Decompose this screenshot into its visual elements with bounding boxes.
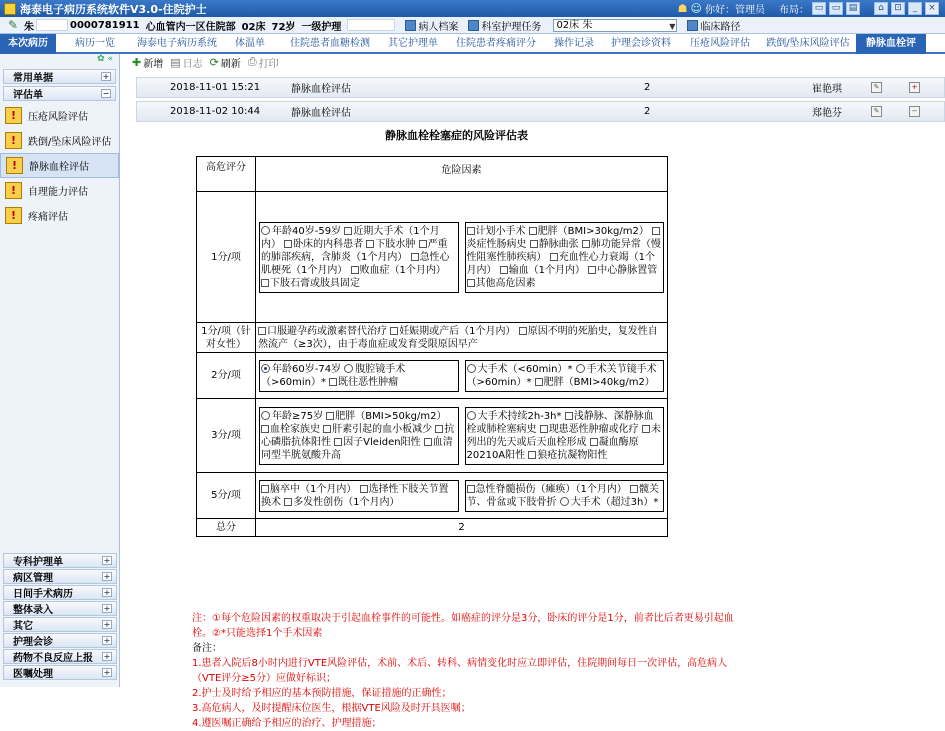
edit-icon[interactable]: ✎ bbox=[871, 82, 882, 93]
sidebar-group-orders[interactable]: 医嘱处理 + bbox=[3, 665, 117, 680]
factor-checkbox[interactable] bbox=[351, 265, 446, 276]
factor-radio[interactable] bbox=[261, 411, 323, 422]
radio-button[interactable] bbox=[261, 226, 270, 235]
warning-icon: ! bbox=[5, 182, 22, 199]
checkbox[interactable] bbox=[326, 412, 334, 420]
checkbox[interactable] bbox=[550, 253, 558, 261]
task-icon bbox=[468, 20, 479, 31]
row-label: 1分/项 bbox=[197, 192, 256, 323]
factor-checkbox[interactable] bbox=[261, 424, 320, 435]
sidebar-bottom-groups bbox=[0, 552, 120, 681]
factor-label: 抗心磷脂抗体阳性 bbox=[261, 423, 455, 448]
factor-checkbox[interactable] bbox=[528, 450, 607, 461]
refresh-button[interactable]: ⟳ 刷新 bbox=[209, 55, 241, 70]
factor-label: 大手术（<60min）* bbox=[477, 363, 573, 375]
sidebar-item-pain[interactable]: ! 疼痛评估 bbox=[0, 203, 119, 228]
note-item: 3.高危病人，及时提醒床位医生，根据VTE风险及时开具医嘱； bbox=[192, 703, 471, 714]
note-heading: 备注： bbox=[192, 643, 222, 654]
factor-label: 未列出的先天或后天血栓形成 bbox=[466, 423, 661, 448]
factor-checkbox[interactable] bbox=[529, 226, 649, 237]
tab-pain-score[interactable]: 住院患者疼痛评分 bbox=[456, 38, 536, 49]
total-label: 总分 bbox=[197, 519, 256, 537]
factor-checkbox[interactable] bbox=[329, 377, 398, 388]
warning-icon: ! bbox=[5, 107, 22, 124]
factor-checkbox[interactable] bbox=[366, 239, 415, 250]
tab-other-care[interactable]: 其它护理单 bbox=[388, 38, 438, 49]
users-icon[interactable]: ☗ bbox=[677, 2, 688, 15]
tab-pressure-ulcer[interactable]: 压疮风险评估 bbox=[690, 38, 750, 49]
risk-table bbox=[196, 156, 668, 537]
factor-label: 败血症（1个月内） bbox=[359, 264, 446, 276]
minimize-button[interactable]: _ bbox=[908, 2, 922, 15]
record-score: 2 bbox=[644, 82, 651, 93]
factor-label: 严重的肺部疾病，含肺炎（1个月内） bbox=[261, 238, 448, 263]
printer-icon: ⎙ bbox=[247, 55, 257, 68]
checkbox[interactable] bbox=[652, 227, 660, 235]
factor-label: 大手术持续2h-3h* bbox=[477, 410, 562, 422]
plus-icon: ✚ bbox=[132, 55, 142, 69]
header-factor: 危险因素 bbox=[256, 157, 668, 192]
record-name: 静脉血栓评估 bbox=[291, 108, 351, 119]
patient-name-mask bbox=[36, 19, 68, 31]
tab-vte[interactable]: 静脉血栓评 bbox=[856, 34, 926, 54]
sidebar-group-other[interactable]: 其它 + bbox=[3, 617, 117, 632]
record-score: 2 bbox=[644, 106, 651, 117]
checkbox[interactable] bbox=[419, 240, 427, 248]
factor-checkbox[interactable] bbox=[540, 424, 639, 435]
radio-button[interactable] bbox=[261, 411, 270, 420]
patient-record-button[interactable]: 病人档案 bbox=[405, 18, 458, 33]
folder-icon bbox=[405, 20, 416, 31]
care-level: 一级护理 bbox=[301, 21, 342, 33]
title-bar bbox=[0, 0, 945, 17]
document-icon: ▤ bbox=[170, 55, 181, 69]
tab-temperature[interactable]: 体温单 bbox=[235, 38, 265, 49]
radio-button[interactable] bbox=[467, 364, 476, 373]
checkbox[interactable] bbox=[435, 425, 443, 433]
sidebar-item-vte[interactable]: ! 静脉血栓评估 bbox=[0, 153, 119, 178]
factor-label: 肥胖（BMI>40kg/m2） bbox=[543, 376, 655, 388]
sidebar-group-common[interactable]: 常用单据 + bbox=[3, 69, 116, 84]
factor-radio[interactable] bbox=[261, 364, 341, 375]
checkbox[interactable] bbox=[519, 327, 527, 335]
user-greeting: 你好：管理员 bbox=[705, 5, 765, 16]
factor-label: 中心静脉置管 bbox=[597, 264, 658, 276]
edit-icon[interactable]: ✎ bbox=[871, 106, 882, 117]
checkbox[interactable] bbox=[540, 425, 548, 433]
factor-checkbox[interactable] bbox=[588, 265, 657, 276]
factor-radio[interactable] bbox=[467, 364, 573, 375]
factor-label: 年龄60岁-74岁 bbox=[272, 363, 342, 375]
sidebar bbox=[0, 54, 120, 687]
sidebar-item-pressure[interactable]: ! 压疮风险评估 bbox=[0, 103, 119, 128]
factor-label: 妊娠期或产后（1个月内） bbox=[399, 325, 516, 337]
warning-icon: ! bbox=[5, 132, 22, 149]
checkbox[interactable] bbox=[334, 438, 342, 446]
checkbox[interactable] bbox=[390, 327, 398, 335]
radio-button[interactable] bbox=[467, 411, 476, 420]
checkbox[interactable] bbox=[258, 327, 266, 335]
chevron-down-icon: ▼ bbox=[669, 21, 676, 31]
factor-checkbox[interactable] bbox=[326, 411, 446, 422]
factor-radio[interactable] bbox=[467, 411, 562, 422]
factor-radio[interactable] bbox=[261, 226, 341, 237]
record-datetime: 2018-11-01 15:21 bbox=[170, 82, 261, 93]
factor-label: 炎症性肠病史 bbox=[466, 238, 527, 250]
log-button[interactable]: ▤ 日志 bbox=[170, 55, 203, 70]
expand-icon[interactable]: + bbox=[103, 652, 111, 661]
sidebar-group-specialty[interactable]: 专科护理单 + bbox=[3, 553, 117, 568]
factor-checkbox[interactable] bbox=[390, 326, 515, 337]
tab-fall-risk[interactable]: 跌倒/坠床风险评估 bbox=[766, 38, 850, 49]
expand-icon[interactable]: + bbox=[102, 72, 110, 81]
tab-operation-log[interactable]: 操作记录 bbox=[554, 38, 594, 49]
note-item: 4.遵医嘱正确给予相应的治疗、护理措施； bbox=[192, 718, 382, 729]
tab-emr-system[interactable]: 海泰电子病历系统 bbox=[137, 38, 217, 49]
form-title: 静脉血栓栓塞症的风险评估表 bbox=[385, 129, 528, 142]
expand-icon[interactable]: + bbox=[103, 588, 111, 597]
factor-label: 狼疮抗凝物阳性 bbox=[537, 449, 608, 461]
factor-label: 静脉曲张 bbox=[538, 238, 579, 250]
row-label: 2分/项 bbox=[197, 353, 256, 399]
tab-consult[interactable]: 护理会诊资料 bbox=[611, 38, 671, 49]
sidebar-group-assess[interactable]: 评估单 − bbox=[3, 86, 116, 101]
user-avatar-icon: ☺ bbox=[690, 2, 702, 15]
radio-button[interactable] bbox=[560, 497, 569, 506]
checkbox[interactable] bbox=[467, 227, 475, 235]
checkbox[interactable] bbox=[467, 279, 475, 287]
factor-checkbox[interactable] bbox=[535, 377, 655, 388]
checkbox[interactable] bbox=[329, 378, 337, 386]
factor-label: 血清同型半胱氨酸升高 bbox=[261, 436, 453, 461]
factor-label: 肺功能异常（慢性阻塞性肺疾病） bbox=[466, 238, 661, 263]
patient-bar bbox=[0, 17, 945, 34]
dept-tasks-button[interactable]: 科室护理任务 bbox=[468, 18, 541, 33]
collapse-icon[interactable]: − bbox=[102, 89, 110, 98]
app-logo-icon bbox=[4, 3, 16, 15]
factor-label: 脑卒中（1个月内） bbox=[270, 483, 357, 495]
checkbox[interactable] bbox=[261, 485, 269, 493]
factor-label: 因子Vleiden阳性 bbox=[343, 436, 421, 448]
record-nurse: 崔艳琪 bbox=[812, 84, 842, 95]
factor-label: 肥胖（BMI>50kg/m2） bbox=[335, 410, 447, 422]
record-row[interactable] bbox=[136, 77, 945, 98]
expand-icon[interactable]: + bbox=[103, 668, 111, 677]
settings-icon[interactable]: ✿ bbox=[97, 54, 105, 64]
factor-label: 急性脊髓损伤（瘫痪）（1个月内） bbox=[475, 483, 627, 495]
factor-label: 充血性心力衰竭（1个月内） bbox=[466, 251, 656, 276]
factor-label: 手术关节镜手术（>60min）* bbox=[466, 363, 657, 388]
checkbox[interactable] bbox=[424, 438, 432, 446]
factor-checkbox[interactable] bbox=[467, 278, 536, 289]
checkbox[interactable] bbox=[284, 498, 292, 506]
factor-checkbox[interactable] bbox=[261, 484, 356, 495]
warning-icon: ! bbox=[5, 207, 22, 224]
sidebar-item-selfcare[interactable]: ! 自理能力评估 bbox=[0, 178, 119, 203]
radio-button[interactable] bbox=[576, 364, 585, 373]
checkbox[interactable] bbox=[351, 266, 359, 274]
record-name: 静脉血栓评估 bbox=[291, 84, 351, 95]
factor-checkbox[interactable] bbox=[258, 326, 387, 337]
checkbox[interactable] bbox=[344, 227, 352, 235]
patient-name: 朱 bbox=[24, 21, 34, 33]
sidebar-group-ward[interactable]: 病区管理 + bbox=[3, 569, 117, 584]
total-score: 2 bbox=[256, 519, 668, 537]
close-button[interactable]: × bbox=[925, 2, 939, 15]
factor-label: 年龄40岁-59岁 bbox=[272, 225, 342, 237]
home-button[interactable]: ⌂ bbox=[874, 2, 888, 15]
layout-3-button[interactable]: ▤ bbox=[846, 2, 860, 15]
patient-id: 0000781911 bbox=[70, 19, 140, 31]
row-label: 3分/项 bbox=[197, 399, 256, 473]
note-weight: 注：①每个危险因素的权重取决于引起血栓事件的可能性。如癌症的评分是3分，卧床的评分是1分，前者比后者更易引起血栓。②*只能选择1个手术因素 bbox=[192, 613, 734, 639]
patient-dept: 心血管内一区住院部 bbox=[145, 21, 236, 33]
checkbox[interactable] bbox=[323, 425, 331, 433]
expand-icon[interactable]: + bbox=[103, 620, 111, 629]
checkbox[interactable] bbox=[528, 451, 536, 459]
warning-icon: ! bbox=[6, 157, 23, 174]
factor-label: 其他高危因素 bbox=[475, 277, 536, 289]
print-button[interactable]: ⎙ 打印 bbox=[247, 55, 279, 70]
checkbox[interactable] bbox=[284, 240, 292, 248]
record-datetime: 2018-11-02 10:44 bbox=[170, 106, 261, 117]
sidebar-group-batch[interactable]: 整体录入 + bbox=[3, 601, 117, 616]
factor-label: 下肢水肿 bbox=[375, 238, 416, 250]
checkbox[interactable] bbox=[467, 485, 475, 493]
factor-checkbox[interactable] bbox=[261, 278, 360, 289]
info-mask bbox=[347, 19, 395, 31]
radio-button[interactable] bbox=[344, 364, 353, 373]
radio-button[interactable] bbox=[261, 364, 270, 373]
notes-section bbox=[192, 611, 752, 731]
checkbox[interactable] bbox=[582, 240, 590, 248]
sidebar-group-consult[interactable]: 护理会诊 + bbox=[3, 633, 117, 648]
header-score: 高危评分 bbox=[197, 157, 256, 192]
expand-icon[interactable]: + bbox=[103, 572, 111, 581]
tab-record-list[interactable]: 病历一览 bbox=[75, 38, 115, 49]
factor-label: 下肢石膏或肢具固定 bbox=[270, 277, 360, 289]
checkbox[interactable] bbox=[261, 425, 269, 433]
row-label: 1分/项（针对女性） bbox=[197, 323, 256, 353]
checkbox[interactable] bbox=[366, 240, 374, 248]
lock-button[interactable]: ⊡ bbox=[891, 2, 905, 15]
collapse-icon[interactable]: « bbox=[107, 54, 113, 64]
clinical-pathway-button[interactable]: 临床路径 bbox=[687, 18, 740, 33]
factor-label: 计划小手术 bbox=[475, 225, 526, 237]
pin-icon: ✎ bbox=[8, 17, 19, 32]
factor-checkbox[interactable] bbox=[284, 497, 399, 508]
factor-label: 腹腔镜手术（>60min）* bbox=[261, 363, 406, 388]
factor-label: 现患恶性肿瘤或化疗 bbox=[548, 423, 639, 435]
expand-icon[interactable]: + bbox=[909, 82, 920, 93]
row-label: 5分/项 bbox=[197, 473, 256, 519]
factor-label: 大手术（超过3h）* bbox=[570, 496, 659, 508]
sidebar-group-daysurgery[interactable]: 日间手术病历 + bbox=[3, 585, 117, 600]
factor-label: 近期大手术（1个月内） bbox=[261, 225, 440, 250]
layout-2-button[interactable]: ▭ bbox=[829, 2, 843, 15]
factor-label: 髋关节、骨盆或下肢骨折 bbox=[466, 483, 660, 508]
factor-label: 选择性下肢关节置换术 bbox=[261, 483, 449, 508]
factor-label: 浅静脉、深静脉血栓或肺栓塞病史 bbox=[466, 410, 654, 435]
checkbox[interactable] bbox=[642, 425, 650, 433]
factor-checkbox[interactable] bbox=[284, 239, 363, 250]
note-item: 2.护士及时给予相应的基本预防措施，保证措施的正确性； bbox=[192, 688, 452, 699]
pathway-icon bbox=[687, 20, 698, 31]
layout-label: 布局： bbox=[779, 5, 809, 16]
patient-bed: 02床 bbox=[241, 21, 266, 33]
expand-icon[interactable]: + bbox=[103, 604, 111, 613]
factor-label: 年龄≥75岁 bbox=[272, 410, 324, 422]
factor-label: 卧床的内科患者 bbox=[293, 238, 364, 250]
checkbox[interactable] bbox=[411, 253, 419, 261]
content-toolbar bbox=[132, 54, 945, 70]
checkbox[interactable] bbox=[530, 240, 538, 248]
checkbox[interactable] bbox=[590, 438, 598, 446]
factor-label: 急性心肌梗死（1个月内） bbox=[261, 251, 450, 276]
factor-label: 输血（1个月内） bbox=[508, 264, 586, 276]
factor-checkbox[interactable] bbox=[323, 424, 432, 435]
factor-label: 肥胖（BMI>30kg/m2） bbox=[537, 225, 649, 237]
checkbox[interactable] bbox=[261, 279, 269, 287]
layout-1-button[interactable]: ▭ bbox=[812, 2, 826, 15]
checkbox[interactable] bbox=[588, 266, 596, 274]
record-nurse: 郑艳芬 bbox=[812, 108, 842, 119]
note-item: 1.患者入院后8小时内进行VTE风险评估，术前、术后、转科、病情变化时应立即评估，住院期间每日一次评估，高危病人（VTE评分≥5分）应做好标识； bbox=[192, 658, 728, 684]
bed-select[interactable]: 02床 朱 ▼ bbox=[553, 19, 677, 32]
checkbox[interactable] bbox=[529, 227, 537, 235]
factor-checkbox[interactable] bbox=[530, 239, 579, 250]
sidebar-group-adr[interactable]: 药物不良反应上报 + bbox=[3, 649, 117, 664]
factor-radio[interactable] bbox=[560, 497, 659, 508]
factor-label: 既往恶性肿瘤 bbox=[338, 376, 399, 388]
tab-current-record[interactable]: 本次病历 bbox=[0, 34, 56, 54]
factor-label: 肝素引起的血小板减少 bbox=[332, 423, 433, 435]
assessment-form bbox=[136, 127, 945, 729]
factor-checkbox[interactable] bbox=[467, 226, 526, 237]
checkbox[interactable] bbox=[535, 378, 543, 386]
factor-label: 原因不明的死胎史，复发性自然流产（≥3次），由于毒血症或发育受限原因早产 bbox=[258, 325, 658, 350]
refresh-icon: ⟳ bbox=[209, 55, 219, 69]
factor-label: 口服避孕药或激素替代治疗 bbox=[267, 325, 387, 337]
checkbox[interactable] bbox=[360, 485, 368, 493]
factor-checkbox[interactable] bbox=[334, 437, 420, 448]
patient-age: 72岁 bbox=[271, 21, 296, 33]
add-button[interactable]: ✚ 新增 bbox=[132, 55, 164, 70]
sidebar-tools bbox=[0, 54, 119, 68]
collapse-icon[interactable]: − bbox=[909, 106, 920, 117]
checkbox[interactable] bbox=[630, 485, 638, 493]
factor-label: 血栓家族史 bbox=[270, 423, 320, 435]
factor-checkbox[interactable] bbox=[467, 484, 627, 495]
expand-icon[interactable]: + bbox=[103, 556, 111, 565]
expand-icon[interactable]: + bbox=[103, 636, 111, 645]
content-area bbox=[132, 54, 945, 729]
factor-label: 多发性创伤（1个月内） bbox=[293, 496, 400, 508]
app-title: 海泰电子病历系统软件V3.0-住院护士 bbox=[20, 2, 207, 16]
factor-checkbox[interactable] bbox=[500, 265, 585, 276]
factor-label: 凝血酶原20210A阳性 bbox=[466, 436, 639, 461]
tab-bar bbox=[0, 34, 945, 54]
checkbox[interactable] bbox=[565, 412, 573, 420]
record-row[interactable] bbox=[136, 101, 945, 122]
checkbox[interactable] bbox=[500, 266, 508, 274]
sidebar-item-fall[interactable]: ! 跌倒/坠床风险评估 bbox=[0, 128, 119, 153]
tab-glucose[interactable]: 住院患者血糖检测 bbox=[290, 38, 370, 49]
